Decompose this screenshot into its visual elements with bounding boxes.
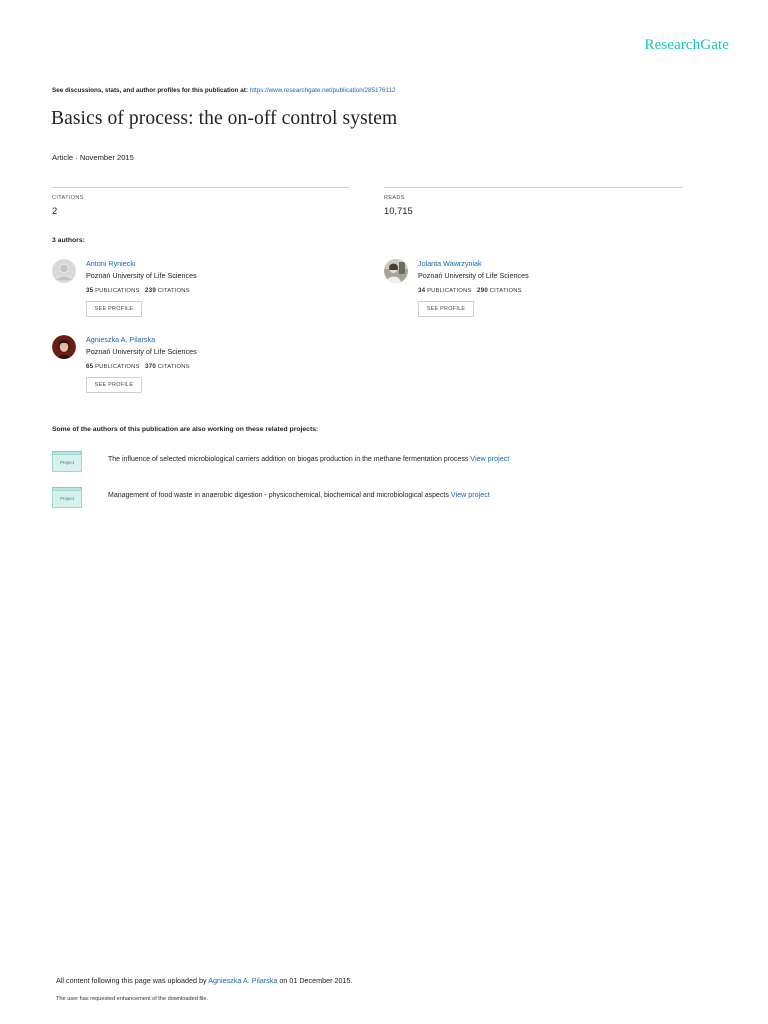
author-name-link[interactable]: Antoni Ryniecki xyxy=(86,259,136,268)
upload-prefix: All content following this page was uploaded by xyxy=(56,976,207,985)
reads-divider xyxy=(384,187,683,188)
researchgate-logo[interactable]: ResearchGate xyxy=(644,37,729,53)
author-institution: Poznań University of Life Sciences xyxy=(86,271,197,280)
author-stats xyxy=(418,287,522,294)
see-profile-button[interactable]: SEE PROFILE xyxy=(418,301,474,317)
project-badge: Project xyxy=(52,490,82,508)
project-title: Management of food waste in anaerobic digestion - physicochemical, biochemical and microbiological aspects xyxy=(108,492,449,499)
authors-heading: 3 authors: xyxy=(52,237,85,244)
project-title: The influence of selected microbiological carriers addition on biogas production in the methane fermentation process xyxy=(108,456,469,463)
author-stats xyxy=(86,287,190,294)
citations-value: 2 xyxy=(52,205,58,216)
project-row xyxy=(52,487,712,511)
publications-label: PUBLICATIONS xyxy=(95,288,140,294)
author-institution: Poznań University of Life Sciences xyxy=(86,347,197,356)
project-badge: Project xyxy=(52,454,82,472)
project-folder-icon xyxy=(52,487,82,509)
related-projects-heading: Some of the authors of this publication are also working on these related projects: xyxy=(52,426,319,433)
avatar[interactable] xyxy=(52,335,76,359)
view-project-link[interactable]: View project xyxy=(450,490,490,499)
see-profile-button[interactable]: SEE PROFILE xyxy=(86,301,142,317)
project-description xyxy=(108,454,509,463)
author-stats xyxy=(86,363,190,370)
uploader-link[interactable]: Agnieszka A. Pilarska xyxy=(208,976,278,985)
upload-note xyxy=(56,976,353,985)
see-discussions-line xyxy=(52,87,396,94)
author-institution: Poznań University of Life Sciences xyxy=(418,271,529,280)
author-photo-icon xyxy=(384,259,408,283)
see-profile-button[interactable]: SEE PROFILE xyxy=(86,377,142,393)
see-discussions-text: See discussions, stats, and author profiles for this publication at: xyxy=(52,87,248,94)
publication-url-link[interactable]: https://www.researchgate.net/publication/285176112 xyxy=(249,87,396,94)
citations-label: CITATIONS xyxy=(157,364,190,370)
author-card xyxy=(52,335,352,399)
author-photo-icon xyxy=(52,335,76,359)
publications-count: 65 xyxy=(86,363,94,370)
upload-suffix: on 01 December 2015. xyxy=(279,976,353,985)
citations-divider xyxy=(52,187,350,188)
citations-label: CITATIONS xyxy=(157,288,190,294)
reads-label: READS xyxy=(384,195,405,201)
default-avatar-icon xyxy=(52,259,76,283)
citations-label: CITATIONS xyxy=(489,288,522,294)
enhancement-note: The user has requested enhancement of the downloaded file. xyxy=(56,996,209,1002)
citations-count: 290 xyxy=(477,287,488,294)
publications-count: 34 xyxy=(418,287,426,294)
avatar[interactable] xyxy=(52,259,76,283)
page-title: Basics of process: the on-off control system xyxy=(51,108,398,129)
avatar[interactable] xyxy=(384,259,408,283)
project-row xyxy=(52,451,712,475)
article-meta: Article · November 2015 xyxy=(52,153,134,162)
author-name-link[interactable]: Agnieszka A. Pilarska xyxy=(86,335,156,344)
publications-label: PUBLICATIONS xyxy=(427,288,472,294)
publications-count: 35 xyxy=(86,287,94,294)
project-description xyxy=(108,490,490,499)
citations-label: CITATIONS xyxy=(52,195,84,201)
citations-count: 370 xyxy=(145,363,156,370)
author-card xyxy=(384,259,684,323)
citations-count: 239 xyxy=(145,287,156,294)
publications-label: PUBLICATIONS xyxy=(95,364,140,370)
reads-value: 10,715 xyxy=(384,205,413,216)
project-folder-icon xyxy=(52,451,82,473)
author-card xyxy=(52,259,352,323)
author-name-link[interactable]: Jolanta Wawrzyniak xyxy=(418,259,482,268)
view-project-link[interactable]: View project xyxy=(470,454,510,463)
